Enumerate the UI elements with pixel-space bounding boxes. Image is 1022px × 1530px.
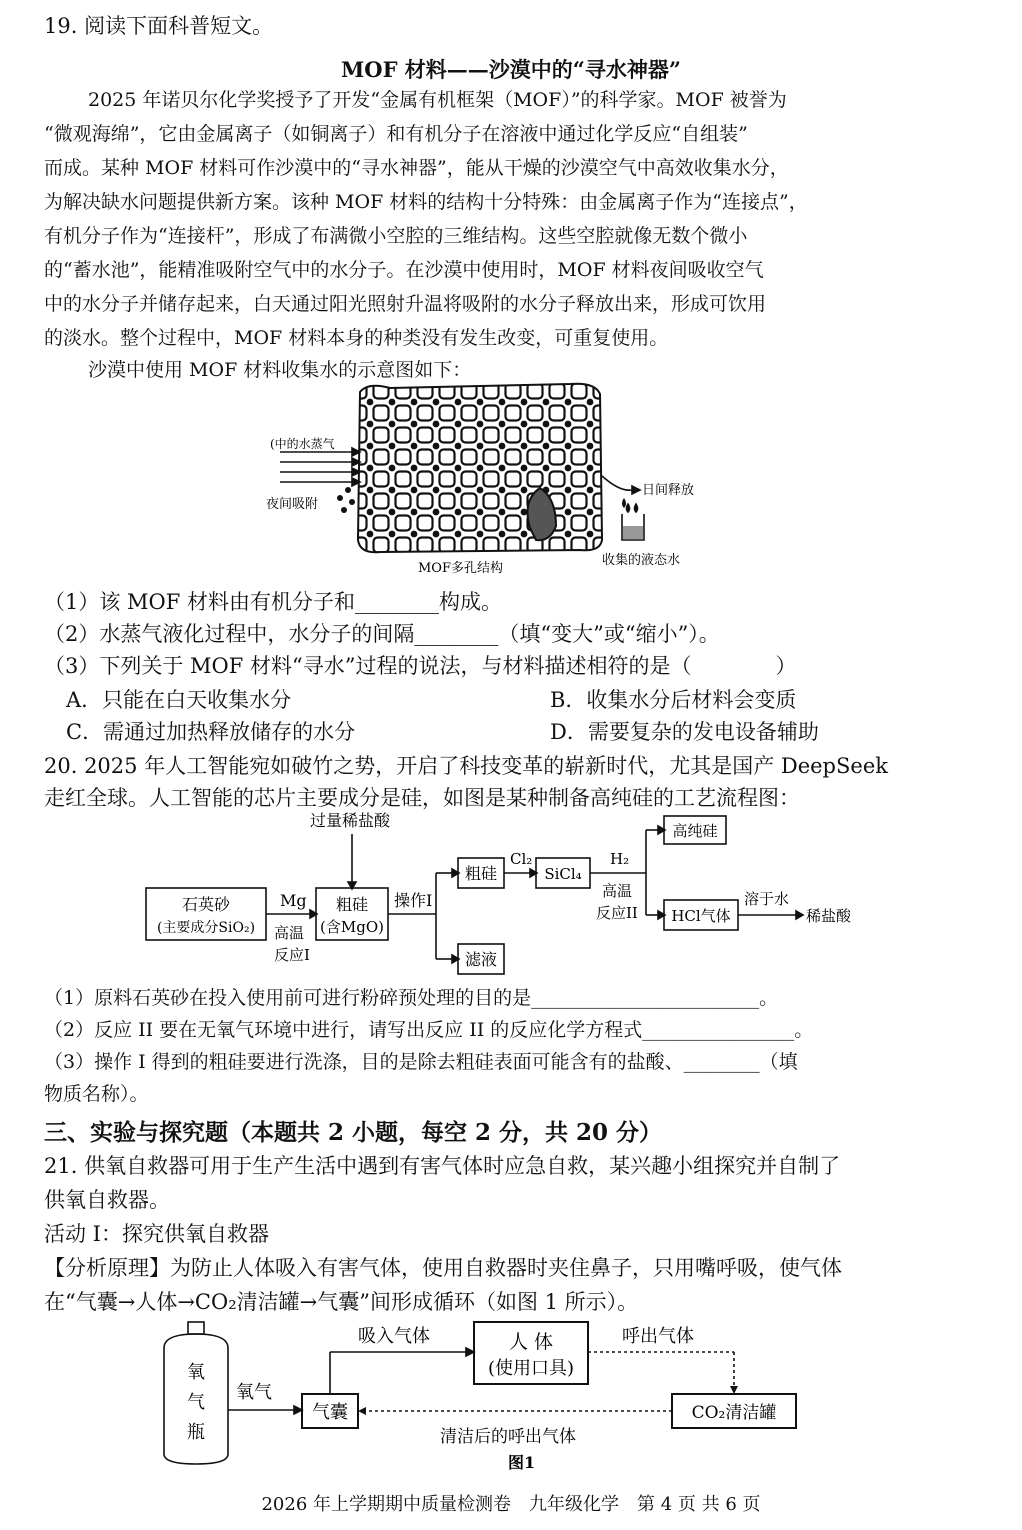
cond1-high-temp: 高温: [274, 924, 305, 942]
drop-icon: [622, 498, 626, 508]
dilute-hcl-label: 稀盐酸: [806, 907, 852, 925]
q21-principle-line1: 【分析原理】为防止人体吸入有害气体，使用自救器时夹住鼻子，只用嘴呼吸，使气体: [44, 1256, 842, 1280]
q21-principle-line2: 在“气囊→人体→CO₂清洁罐→气囊”间形成循环（如图 1 所示）。: [44, 1290, 639, 1314]
co2-can-label: CO₂清洁罐: [691, 1403, 777, 1423]
section-3-heading: 三、实验与探究题（本题共 2 小题，每空 2 分，共 20 分）: [44, 1119, 663, 1146]
q19-sub2: （2）水蒸气液化过程中，水分子的间隔________（填“变大”或“缩小”）。: [44, 622, 720, 646]
cylinder-char-2: 气: [187, 1392, 205, 1413]
inhale-label: 吸入气体: [358, 1326, 430, 1347]
cond2-high-temp: 高温: [602, 882, 633, 900]
day-release-arrow: [602, 476, 640, 494]
mg-label: Mg: [280, 891, 307, 910]
q19-heading: 19. 阅读下面科普短文。: [44, 14, 274, 38]
q20-sub1: （1）原料石英砂在投入使用前可进行粉碎预处理的目的是________________________。: [44, 987, 779, 1009]
hcl-gas-label: HCl气体: [671, 907, 731, 925]
operation-label: 操作I: [394, 891, 433, 910]
q19-sub1: （1）该 MOF 材料由有机分子和________构成。: [44, 590, 502, 614]
filtrate-label: 滤液: [464, 950, 498, 969]
crude-si-label: 粗硅: [464, 864, 498, 883]
vapor-arrows: [280, 448, 360, 486]
pure-si-label: 高纯硅: [672, 822, 718, 840]
mof-porous-structure: [358, 384, 602, 553]
sicl4-label: SiCl₄: [544, 865, 582, 883]
airbag-label: 气囊: [312, 1402, 348, 1423]
cond1-reaction: 反应I: [274, 946, 310, 964]
cl2-label: Cl₂: [510, 850, 533, 868]
excess-hcl-label: 过量稀盐酸: [310, 812, 391, 830]
q19-title: MOF 材料——沙漠中的“寻水神器”: [341, 57, 681, 82]
day-release-label: 日间释放: [642, 483, 695, 498]
page-footer: 2026 年上学期期中质量检测卷 九年级化学 第 4 页 共 6 页: [261, 1494, 761, 1515]
cond2-reaction: 反应II: [596, 904, 638, 922]
figure-intro: 沙漠中使用 MOF 材料收集水的示意图如下：: [88, 359, 472, 381]
passage-line: 中的水分子并储存起来，白天通过阳光照射升温将吸附的水分子释放出来，形成可饮用: [44, 293, 767, 315]
figure-caption: MOF多孔结构: [418, 561, 503, 576]
passage-line: “微观海绵”，它由金属离子（如铜离子）和有机分子在溶液中通过化学反应“自组装”: [44, 123, 748, 145]
quartz-sand-label: 石英砂: [181, 895, 231, 914]
passage-line: 而成。某种 MOF 材料可作沙漠中的“寻水神器”，能从干燥的沙漠空气中高效收集水分，: [44, 157, 789, 179]
passage-line: 有机分子作为“连接杆”，形成了布满微小空腔的三维结构。这些空腔就像无数个微小: [44, 225, 748, 247]
crude-si-mgo-label1: 粗硅: [335, 895, 369, 914]
figure-1-cycle: [150, 1318, 810, 1480]
cylinder-char-1: 氧: [187, 1362, 205, 1383]
oxygen-label: 氧气: [236, 1382, 272, 1403]
q19-sub3: （3）下列关于 MOF 材料“寻水”过程的说法，与材料描述相符的是（ ）: [44, 654, 797, 678]
passage-line: 2025 年诺贝尔化学奖授予了开发“金属有机框架（MOF）”的科学家。MOF 被誉为: [88, 89, 787, 111]
option-b: B．收集水分后材料会变质: [550, 688, 797, 712]
passage-line: 为解决缺水问题提供新方案。该种 MOF 材料的结构十分特殊：由金属离子作为“连接点”，: [44, 191, 808, 213]
q21-activity: 活动 I：探究供氧自救器: [44, 1222, 269, 1246]
water-drops-icon: [337, 487, 355, 513]
human-body-label: 人 体: [508, 1331, 554, 1353]
passage-line: 的淡水。整个过程中，MOF 材料本身的种类没有发生改变，可重复使用。: [44, 327, 669, 349]
option-c: C．需通过加热释放储存的水分: [66, 720, 356, 744]
cleaned-gas-label: 清洁后的呼出气体: [440, 1427, 576, 1447]
cylinder-valve: [188, 1322, 204, 1334]
collected-water-label: 收集的液态水: [602, 553, 681, 568]
dissolve-label: 溶于水: [744, 890, 790, 908]
h2-label: H₂: [610, 850, 630, 868]
vapor-label: (中的水蒸气: [270, 437, 335, 451]
q20-sub3-cont: 物质名称）。: [44, 1083, 149, 1105]
q21-heading-line1: 21. 供氧自救器可用于生产生活中遇到有害气体时应急自救，某兴趣小组探究并自制了: [44, 1154, 841, 1178]
passage-line: 的“蓄水池”，能精准吸附空气中的水分子。在沙漠中使用时，MOF 材料夜间吸收空气: [44, 259, 764, 281]
q20-sub3: （3）操作 I 得到的粗硅要进行洗涤，目的是除去粗硅表面可能含有的盐酸、________（填: [44, 1051, 798, 1073]
exhale-label: 呼出气体: [622, 1326, 694, 1347]
night-adsorb-label: 夜间吸附: [266, 497, 319, 512]
q20-sub2: （2）反应 II 要在无氧气环境中进行，请写出反应 II 的反应化学方程式________________。: [44, 1019, 814, 1041]
q20-heading-line1: 20. 2025 年人工智能宛如破竹之势，开启了科技变革的崭新时代，尤其是国产 DeepSeek: [44, 754, 888, 778]
cylinder-char-3: 瓶: [187, 1422, 205, 1443]
option-d: D．需要复杂的发电设备辅助: [550, 720, 819, 744]
silicon-flow-diagram: [140, 812, 880, 982]
sio2-label: (主要成分SiO₂): [156, 920, 256, 936]
option-a: A．只能在白天收集水分: [66, 688, 292, 712]
figure-1-caption: 图1: [508, 1453, 536, 1472]
mouthpiece-label: (使用口具): [487, 1358, 575, 1379]
q20-heading-line2: 走红全球。人工智能的芯片主要成分是硅，如图是某种制备高纯硅的工艺流程图：: [44, 786, 800, 810]
q21-heading-line2: 供氧自救器。: [44, 1188, 170, 1212]
crude-si-mgo-label2: (含MgO): [320, 918, 384, 936]
mof-figure: [260, 380, 720, 580]
beaker-icon: [622, 504, 644, 540]
